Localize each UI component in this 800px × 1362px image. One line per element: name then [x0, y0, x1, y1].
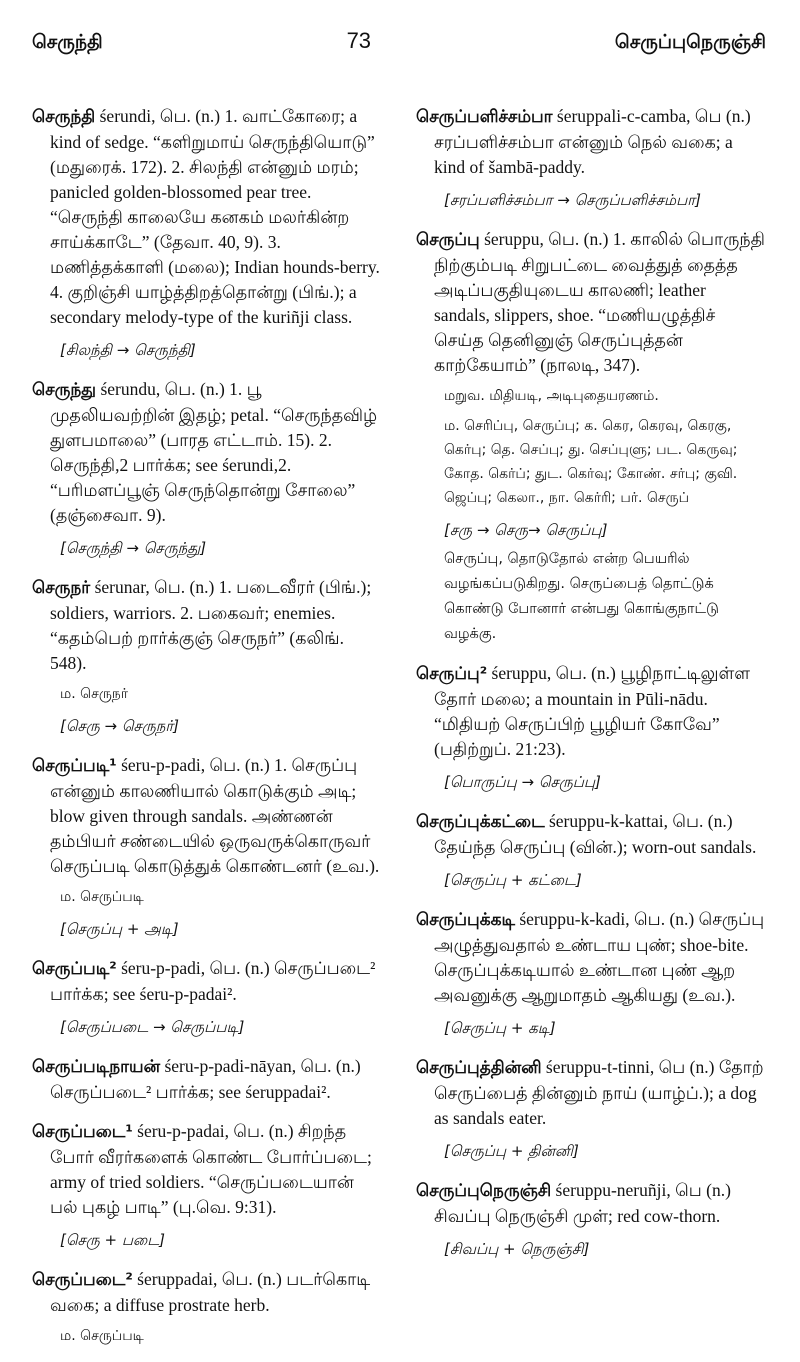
definition: śerunar, பெ. (n.) 1. படைவீரர் (பிங்.); soldiers, warriors. 2. பகைவர்; enemies. “கதம்பெற் றார்க்குஞ் செருநர்” (கலிங். 548). — [50, 577, 372, 673]
headword: செருந்து — [32, 380, 97, 400]
dictionary-entry — [32, 575, 380, 739]
headword: செருப்படி¹ — [32, 756, 117, 776]
headword: செருப்படிநாயன் — [32, 1057, 161, 1077]
running-head-left: செருந்தி — [32, 31, 103, 53]
definition: śerundi, பெ. (n.) 1. வாட்கோரை; a kind of sedge. “களிறுமாய் செருந்தியொடு” (மதுரைக். 172). 2. சிலந்தி என்னும் மரம்; panicled golden-blossomed pear tree. “செருந்தி காலையே கனகம் மலர்கின்ற சாய்க்காடே” (தேவா. 40, 9). 3. மணித்தக்காளி (மலை); Indian hounds-berry. 4. குறிஞ்சி யாழ்த்திறத்தொன்று (பிங்.); a secondary melody-type of the kuriñji class. — [50, 106, 380, 327]
synonyms: மறுவ. மிதியடி, அடிபுதையரணம். — [444, 388, 659, 404]
headword: செருப்படி² — [32, 959, 117, 979]
cognates: ம. செருப்படி — [60, 1328, 144, 1344]
definition: śeru-p-padai, பெ. (n.) சிறந்த போர் வீரர்களைக் கொண்ட போர்ப்படை; army of tried soldiers. “செருப்படையான் பல் புகழ் பாடி” (பு.வெ. 9:31). — [50, 1121, 372, 1217]
dictionary-entry — [32, 1267, 380, 1348]
dictionary-entry — [416, 104, 766, 213]
definition: śeruppu, பெ. (n.) 1. காலில் பொருந்தி நிற்கும்படி சிறுபட்டை வைத்துத் தைத்த அடிப்பகுதியுடைய காலணி; leather sandals, slippers, shoe. “மணியழுத்திச் செய்த தெனினுஞ் செருப்புத்தன் காற்கேயாம்” (நாலடி, 347). — [434, 229, 765, 375]
definition: śerundu, பெ. (n.) 1. பூ முதலியவற்றின் இதழ்; petal. “செருந்தவிழ் துளபமாலை” (பாரத எட்டாம். 15). 2. செருந்தி,2 பார்க்க; see śerundi,2. “பரிமளப்பூஞ் செருந்தொன்று சோலை” (தஞ்சைவா. 9). — [50, 379, 378, 525]
etymology: [சிவப்பு + நெருஞ்சி] — [444, 1240, 590, 1258]
page-header — [32, 28, 766, 68]
headword: செருப்புத்தின்னி — [416, 1058, 542, 1078]
dictionary-entry — [32, 104, 380, 363]
definition: śeru-p-padi-nāyan, பெ. (n.) செருப்படை² பார்க்க; see śeruppadai². — [50, 1056, 361, 1102]
etymology: [பொருப்பு → செருப்பு] — [444, 773, 601, 791]
headword: செருப்புக்கட்டை — [416, 812, 545, 832]
usage-note: செருப்பு, தொடுதோல் என்ற பெயரில் வழங்கப்படுகிறது. செருப்பைத் தொட்டுக் கொண்டு போனார் என்பது கொங்குநாட்டு வழக்கு. — [444, 551, 719, 642]
page-number: 73 — [346, 28, 372, 53]
cognates: ம. செருநர் — [60, 686, 129, 702]
etymology: [செருப்பு + தின்னி] — [444, 1142, 579, 1160]
dictionary-entry — [32, 1054, 380, 1105]
dictionary-entry — [416, 809, 766, 893]
definition: śeruppu-t-tinni, பெ (n.) தோற் செருப்பைத் தின்னும் நாய் (யாழ்ப்.); a dog as sandals eater. — [434, 1057, 764, 1128]
left-column — [32, 104, 380, 1362]
right-column — [416, 104, 766, 1362]
dictionary-entry — [416, 907, 766, 1041]
headword: செருப்படை¹ — [32, 1122, 133, 1142]
etymology: [செரு → செருநர்] — [60, 717, 180, 735]
headword: செருப்படை² — [32, 1270, 133, 1290]
etymology: [சரு → செரு→ செருப்பு] — [444, 521, 608, 539]
etymology: [செரு + படை] — [60, 1231, 165, 1249]
dictionary-entry — [32, 956, 380, 1040]
etymology: [செருப்பு + கடி] — [444, 1019, 556, 1037]
definition: śeru-p-padi, பெ. (n.) 1. செருப்பு என்னும் காலணியால் கொடுக்கும் அடி; blow given through sandals. அண்ணன் தம்பியர் சண்டையில் ஒருவருக்கொருவர் செருப்படி கொடுத்துக் கொண்டனர் (உவ.). — [50, 755, 380, 876]
dictionary-entry — [32, 377, 380, 561]
headword: செருநர் — [32, 578, 91, 598]
dictionary-entry — [32, 753, 380, 942]
definition: śeruppadai, பெ. (n.) படர்கொடி வகை; a diffuse prostrate herb. — [50, 1269, 371, 1315]
cognates: ம. செருப்படி — [60, 889, 144, 905]
dictionary-entry — [32, 1119, 380, 1253]
headword: செருப்பு² — [416, 664, 488, 684]
headword: செருப்புநெருஞ்சி — [416, 1181, 552, 1201]
etymology: [செருப்படை → செருப்படி] — [60, 1018, 245, 1036]
definition: śeruppu, பெ. (n.) பூழிநாட்டிலுள்ள தோர் மலை; a mountain in Pūli-nādu. “மிதியற் செருப்பிற் பூழியர் கோவே” (பதிற்றுப். 21:23). — [434, 663, 751, 759]
dictionary-entry — [416, 1055, 766, 1164]
headword: செருப்புக்கடி — [416, 910, 515, 930]
dictionary-entry — [416, 1178, 766, 1262]
two-column-body — [32, 104, 766, 1362]
etymology: [சிலந்தி → செருந்தி] — [60, 341, 196, 359]
dictionary-entry — [416, 661, 766, 795]
definition: śeruppu-k-kattai, பெ. (n.) தேய்ந்த செருப்பு (வின்.); worn-out sandals. — [434, 811, 757, 857]
headword: செருந்தி — [32, 107, 96, 127]
headword: செருப்பளிச்சம்பா — [416, 107, 553, 127]
running-head-right: செருப்புநெருஞ்சி — [614, 31, 766, 53]
dictionary-entry — [416, 227, 766, 647]
etymology: [செருப்பு + அடி] — [60, 920, 179, 938]
definition: śeruppu-k-kadi, பெ. (n.) செருப்பு அழுத்துவதால் உண்டாய புண்; shoe-bite. செருப்புக்கடியால் உண்டான புண் ஆற அவனுக்கு ஆறுமாதம் ஆகியது (உவ.). — [434, 909, 765, 1005]
definition: śeruppu-neruñji, பெ (n.) சிவப்பு நெருஞ்சி முள்; red cow-thorn. — [434, 1180, 731, 1226]
etymology: [செருந்தி → செருந்து] — [60, 539, 207, 557]
definition: śeruppali-c-camba, பெ (n.) சரப்பளிச்சம்பா என்னும் நெல் வகை; a kind of šambā-paddy. — [434, 106, 751, 177]
etymology: [சரப்பளிச்சம்பா → செருப்பளிச்சம்பா] — [444, 191, 701, 209]
etymology: [செருப்பு + கட்டை] — [444, 871, 582, 889]
cognates: ம. செரிப்பு, செருப்பு; க. கெர, கெரவு, கெரகு, கெர்பு; தெ. செப்பு; து. செப்புளு; பட. கெருவு; கோத. கெர்ப்; துட. கெர்வு; கோண். சர்பு; குவி. ஜெப்பு; கெலா., நா. கெர்ரி; பர். செருப் — [444, 418, 738, 506]
headword: செருப்பு — [416, 230, 480, 250]
definition: śeru-p-padi, பெ. (n.) செருப்படை² பார்க்க; see śeru-p-padai². — [50, 958, 376, 1004]
